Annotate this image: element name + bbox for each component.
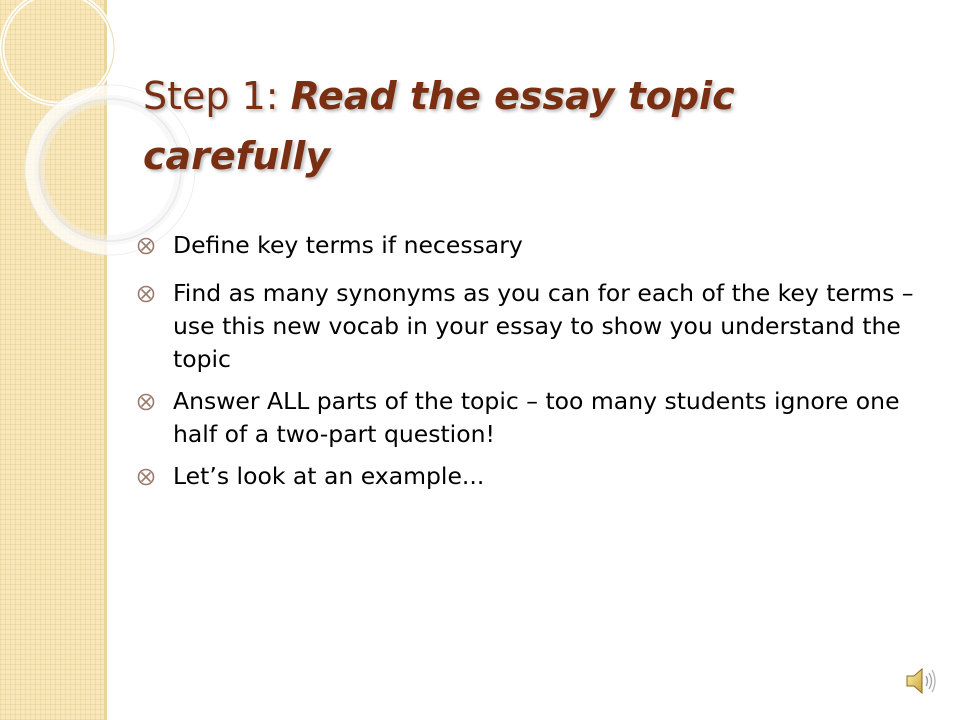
bullet-item	[137, 229, 927, 262]
circled-cross-bullet-icon	[137, 468, 155, 486]
bullet-text: Find as many synonyms as you can for each of the key terms – use this new vocab in your essay to show you understand the topic	[173, 279, 914, 373]
bullet-text: Answer ALL parts of the topic – too many students ignore one half of a two-part question!	[173, 387, 900, 448]
bullet-item	[137, 385, 927, 451]
bullet-item	[137, 460, 927, 493]
circled-cross-bullet-icon	[137, 285, 155, 303]
bullet-text: Let’s look at an example...	[173, 462, 485, 490]
title-emphasis: Read the essay topic carefully	[143, 74, 735, 178]
slide-title	[143, 66, 903, 186]
circled-cross-bullet-icon	[137, 237, 155, 255]
speaker-icon[interactable]	[904, 664, 938, 698]
circled-cross-bullet-icon	[137, 393, 155, 411]
bullet-item	[137, 277, 927, 376]
title-step-label: Step 1:	[143, 74, 291, 118]
bullet-list	[137, 229, 927, 502]
bullet-text: Define key terms if necessary	[173, 231, 523, 259]
